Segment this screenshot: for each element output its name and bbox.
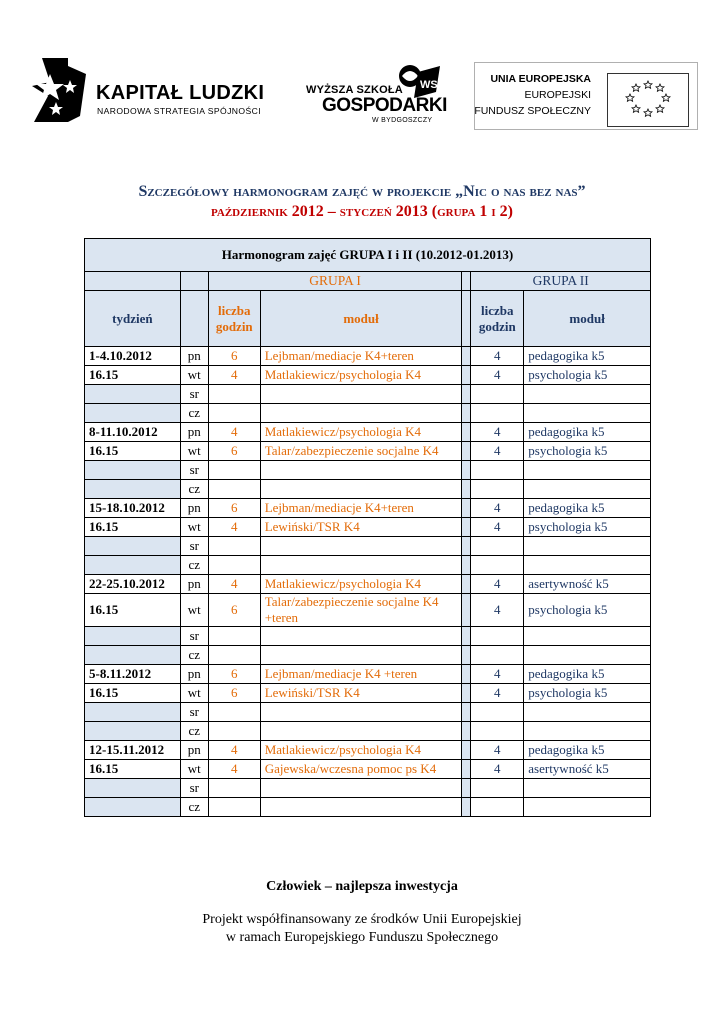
module-g2-cell: pedagogika k5 (524, 665, 651, 684)
hours-g2-cell: 4 (471, 594, 524, 627)
module-g1-cell: Lejbman/mediacje K4+teren (260, 499, 462, 518)
week-cell: 16.15 (85, 760, 181, 779)
module-g2-cell (524, 385, 651, 404)
week-cell: 5-8.11.2012 (85, 665, 181, 684)
week-cell: 8-11.10.2012 (85, 423, 181, 442)
spacer-cell (462, 575, 471, 594)
week-cell (85, 404, 181, 423)
table-row (85, 741, 651, 760)
table-row (85, 461, 651, 480)
table-row (85, 722, 651, 741)
table-row (85, 627, 651, 646)
spacer-cell (462, 646, 471, 665)
module-g1-cell (260, 646, 462, 665)
module-g2-cell: psychologia k5 (524, 684, 651, 703)
hours-g2-cell: 4 (471, 575, 524, 594)
hours-g1-cell (208, 556, 260, 575)
hours-g2-cell (471, 722, 524, 741)
spacer-cell (462, 741, 471, 760)
spacer-cell (462, 461, 471, 480)
hours-g2-cell (471, 556, 524, 575)
day-cell: pn (180, 347, 208, 366)
eu-flag-icon (607, 73, 689, 127)
day-cell: cz (180, 404, 208, 423)
hours-g1-cell (208, 703, 260, 722)
table-row (85, 556, 651, 575)
day-cell: pn (180, 741, 208, 760)
day-cell: cz (180, 556, 208, 575)
week-cell: 16.15 (85, 518, 181, 537)
spacer-cell (462, 480, 471, 499)
day-cell: sr (180, 461, 208, 480)
group2-label: GRUPA II (471, 272, 651, 291)
week-cell (85, 779, 181, 798)
spacer-cell (462, 684, 471, 703)
day-cell: pn (180, 665, 208, 684)
module-g2-cell (524, 722, 651, 741)
spacer-cell (462, 665, 471, 684)
table-row (85, 665, 651, 684)
wsg-line3: W BYDGOSZCZY (372, 117, 433, 124)
week-cell: 15-18.10.2012 (85, 499, 181, 518)
hours-g1-cell (208, 461, 260, 480)
week-cell (85, 480, 181, 499)
table-row (85, 646, 651, 665)
module-g2-cell (524, 779, 651, 798)
hours-g1-cell: 4 (208, 760, 260, 779)
week-cell: 16.15 (85, 684, 181, 703)
col-week: tydzień (85, 291, 181, 347)
module-g2-cell: psychologia k5 (524, 518, 651, 537)
module-g2-cell (524, 703, 651, 722)
day-cell: sr (180, 779, 208, 798)
spacer-cell (462, 722, 471, 741)
hours-g1-cell (208, 385, 260, 404)
spacer-cell (462, 518, 471, 537)
column-header-row (85, 291, 651, 347)
module-g2-cell: psychologia k5 (524, 594, 651, 627)
module-g1-cell: Matlakiewicz/psychologia K4 (260, 741, 462, 760)
module-g2-cell (524, 798, 651, 817)
module-g2-cell (524, 537, 651, 556)
hours-g1-cell: 6 (208, 684, 260, 703)
week-cell (85, 703, 181, 722)
module-g1-cell: Lejbman/mediacje K4 +teren (260, 665, 462, 684)
day-cell: pn (180, 499, 208, 518)
week-cell (85, 385, 181, 404)
table-row (85, 703, 651, 722)
spacer-cell (462, 703, 471, 722)
kapital-ludzki-logo (28, 52, 278, 132)
module-g1-cell (260, 537, 462, 556)
document-period: październik 2012 – styczeń 2013 (grupa 1 i 2) (211, 203, 513, 220)
day-cell: sr (180, 537, 208, 556)
hours-g1-cell (208, 646, 260, 665)
ue-line1: UNIA EUROPEJSKA (490, 73, 591, 85)
module-g1-cell: Gajewska/wczesna pomoc ps K4 (260, 760, 462, 779)
wsg-logo (306, 62, 456, 126)
spacer-cell (462, 779, 471, 798)
hours-g2-cell: 4 (471, 499, 524, 518)
table-row (85, 423, 651, 442)
kapital-subtitle: NARODOWA STRATEGIA SPÓJNOŚCI (97, 106, 261, 116)
week-cell: 12-15.11.2012 (85, 741, 181, 760)
table-row (85, 366, 651, 385)
module-g2-cell: asertywność k5 (524, 760, 651, 779)
footer-motto: Człowiek – najlepsza inwestycja (266, 879, 458, 894)
module-g2-cell: pedagogika k5 (524, 499, 651, 518)
spacer-cell (462, 347, 471, 366)
table-row (85, 442, 651, 461)
hours-g2-cell (471, 798, 524, 817)
spacer-cell (462, 537, 471, 556)
table-row (85, 499, 651, 518)
week-cell (85, 646, 181, 665)
module-g2-cell: pedagogika k5 (524, 423, 651, 442)
module-g2-cell: psychologia k5 (524, 366, 651, 385)
module-g2-cell: pedagogika k5 (524, 347, 651, 366)
week-cell: 16.15 (85, 442, 181, 461)
day-cell: cz (180, 480, 208, 499)
ue-logo (474, 62, 698, 130)
table-row (85, 480, 651, 499)
hours-g2-cell (471, 404, 524, 423)
hours-g1-cell: 4 (208, 423, 260, 442)
hours-g2-cell (471, 779, 524, 798)
group-header-row (85, 272, 651, 291)
module-g1-cell (260, 480, 462, 499)
module-g2-cell (524, 556, 651, 575)
module-g1-cell: Matlakiewicz/psychologia K4 (260, 366, 462, 385)
col-hours-g2: liczba godzin (471, 291, 524, 347)
hours-g2-cell: 4 (471, 665, 524, 684)
spacer-cell (462, 594, 471, 627)
module-g2-cell (524, 627, 651, 646)
hours-g2-cell: 4 (471, 423, 524, 442)
hours-g1-cell: 6 (208, 442, 260, 461)
module-g2-cell (524, 646, 651, 665)
hours-g2-cell: 4 (471, 442, 524, 461)
day-cell: cz (180, 722, 208, 741)
day-cell: sr (180, 703, 208, 722)
hours-g1-cell (208, 627, 260, 646)
table-row (85, 798, 651, 817)
week-cell (85, 722, 181, 741)
day-cell: cz (180, 646, 208, 665)
week-cell: 22-25.10.2012 (85, 575, 181, 594)
col-module-g2: moduł (524, 291, 651, 347)
spacer-cell (462, 760, 471, 779)
hours-g2-cell (471, 703, 524, 722)
table-row (85, 594, 651, 627)
day-cell: sr (180, 627, 208, 646)
kapital-title: KAPITAŁ LUDZKI (96, 82, 265, 104)
wsg-line2: GOSPODARKI (322, 95, 447, 116)
document-title: Szczegółowy harmonogram zajęć w projekcie „Nic o nas bez nas” (138, 183, 586, 200)
ue-line3: FUNDUSZ SPOŁECZNY (474, 105, 591, 117)
day-cell: wt (180, 366, 208, 385)
hours-g2-cell: 4 (471, 518, 524, 537)
day-cell: pn (180, 575, 208, 594)
module-g1-cell: Lewiński/TSR K4 (260, 518, 462, 537)
spacer-cell (462, 366, 471, 385)
hours-g1-cell (208, 779, 260, 798)
table-row (85, 684, 651, 703)
col-hours-g1: liczba godzin (208, 291, 260, 347)
module-g1-cell: Matlakiewicz/psychologia K4 (260, 423, 462, 442)
schedule-table (84, 238, 651, 817)
hours-g1-cell: 6 (208, 347, 260, 366)
hours-g2-cell (471, 537, 524, 556)
module-g1-cell (260, 798, 462, 817)
week-cell (85, 556, 181, 575)
table-row (85, 575, 651, 594)
module-g2-cell (524, 480, 651, 499)
module-g1-cell: Matlakiewicz/psychologia K4 (260, 575, 462, 594)
table-caption-row (85, 239, 651, 272)
hours-g2-cell (471, 480, 524, 499)
hours-g2-cell: 4 (471, 684, 524, 703)
table-row (85, 779, 651, 798)
spacer-cell (462, 404, 471, 423)
hours-g1-cell: 4 (208, 575, 260, 594)
hours-g1-cell (208, 537, 260, 556)
module-g1-cell: Talar/zabezpieczenie socjalne K4 (260, 442, 462, 461)
module-g1-cell (260, 703, 462, 722)
hours-g1-cell (208, 480, 260, 499)
week-cell: 16.15 (85, 594, 181, 627)
day-cell: wt (180, 684, 208, 703)
table-row (85, 537, 651, 556)
module-g1-cell (260, 385, 462, 404)
spacer-cell (462, 556, 471, 575)
week-cell (85, 627, 181, 646)
module-g2-cell (524, 461, 651, 480)
week-cell: 16.15 (85, 366, 181, 385)
hours-g1-cell (208, 722, 260, 741)
hours-g1-cell: 4 (208, 518, 260, 537)
module-g1-cell (260, 722, 462, 741)
footer-line2: w ramach Europejskiego Funduszu Społecznego (225, 930, 499, 945)
hours-g1-cell (208, 404, 260, 423)
hours-g2-cell (471, 627, 524, 646)
table-row (85, 385, 651, 404)
hours-g2-cell: 4 (471, 366, 524, 385)
spacer-cell (462, 423, 471, 442)
day-cell: wt (180, 518, 208, 537)
logo-bar (0, 52, 724, 142)
ue-line2: EUROPEJSKI (524, 89, 591, 101)
day-cell: cz (180, 798, 208, 817)
col-module-g1: moduł (260, 291, 462, 347)
module-g1-cell (260, 627, 462, 646)
spacer-cell (462, 798, 471, 817)
wsg-emblem-text: WSG (420, 79, 447, 91)
spacer-cell (462, 385, 471, 404)
hours-g1-cell: 6 (208, 499, 260, 518)
kapital-ludzki-star-icon (28, 56, 90, 126)
hours-g2-cell (471, 385, 524, 404)
group1-label: GRUPA I (208, 272, 462, 291)
module-g1-cell: Lewiński/TSR K4 (260, 684, 462, 703)
hours-g2-cell: 4 (471, 760, 524, 779)
day-cell: sr (180, 385, 208, 404)
hours-g2-cell: 4 (471, 347, 524, 366)
table-caption: Harmonogram zajęć GRUPA I i II (10.2012-01.2013) (85, 239, 651, 272)
hours-g1-cell (208, 798, 260, 817)
spacer-cell (462, 499, 471, 518)
week-cell (85, 461, 181, 480)
hours-g2-cell: 4 (471, 741, 524, 760)
module-g1-cell (260, 556, 462, 575)
spacer-cell (462, 627, 471, 646)
day-cell: wt (180, 442, 208, 461)
hours-g2-cell (471, 646, 524, 665)
hours-g1-cell: 6 (208, 594, 260, 627)
day-cell: wt (180, 594, 208, 627)
module-g1-cell: Talar/zabezpieczenie socjalne K4 +teren (260, 594, 462, 627)
module-g1-cell (260, 461, 462, 480)
day-cell: pn (180, 423, 208, 442)
table-row (85, 518, 651, 537)
week-cell (85, 537, 181, 556)
day-cell: wt (180, 760, 208, 779)
footer-line1: Projekt współfinansowany ze środków Unii Europejskiej (202, 912, 522, 927)
table-row (85, 347, 651, 366)
spacer-cell (462, 442, 471, 461)
module-g1-cell (260, 404, 462, 423)
hours-g2-cell (471, 461, 524, 480)
module-g2-cell: psychologia k5 (524, 442, 651, 461)
wsg-line1: WYŻSZA SZKOŁA (306, 84, 403, 96)
module-g1-cell: Lejbman/mediacje K4+teren (260, 347, 462, 366)
module-g2-cell (524, 404, 651, 423)
hours-g1-cell: 4 (208, 741, 260, 760)
module-g1-cell (260, 779, 462, 798)
week-cell (85, 798, 181, 817)
hours-g1-cell: 4 (208, 366, 260, 385)
week-cell: 1-4.10.2012 (85, 347, 181, 366)
hours-g1-cell: 6 (208, 665, 260, 684)
module-g2-cell: pedagogika k5 (524, 741, 651, 760)
table-row (85, 404, 651, 423)
module-g2-cell: asertywność k5 (524, 575, 651, 594)
table-row (85, 760, 651, 779)
